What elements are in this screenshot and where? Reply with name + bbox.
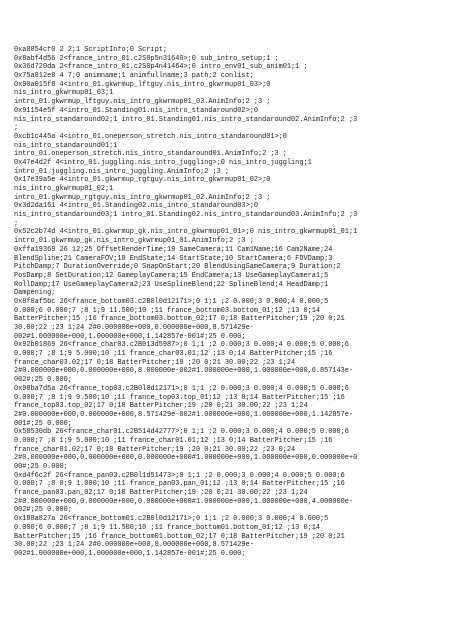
script-dump-text (14, 46, 464, 626)
text-line: PitchDamp;7 DurationOverride;0 SnapOnStart;20 BlendUsingSameCamera;9 Duration;2 (14, 263, 341, 272)
text-line: 002#1.000000e+000,1.000000e+000,1.142857e-001#;25 0.000; (14, 332, 246, 341)
text-line: 0x188a827a 26<france_bottom01.c2B0l0d12171>;0 1;1 ;2 0.000;3 0.000;4 0.000;5 (14, 515, 329, 524)
text-line: france_char01.02;17 0;18 BatterPitcher;19 ;20 0;21 30.00;22 ;23 0;24 (14, 445, 296, 454)
text-line: 0x75a812e8 4 7;0 animname;1 animfullname;3 path;2 conlist; (14, 72, 254, 81)
text-line: 00#;25 0.000; (14, 463, 68, 471)
text-line: 0.000;6 0.000;7 ;8 1;9 11.500;10 ;11 france_bottom03.bottom_01;12 ;13 0;14 (14, 306, 320, 315)
text-line: 0x52c2b74d 4<intro_01.gkwrmup_gk.nis_intro_gkwrmup01_01>;0 nis_intro_gkwrmup01_01;1 (14, 228, 358, 237)
text-line: france_char03.02;17 0;18 BatterPitcher;19 ;20 0;21 30.00;22 ;23 1;24 (14, 358, 296, 367)
text-line: 0x91154e5f 4<intro_01.Standing01.nis_intro_standaround02>;0 (14, 106, 258, 115)
text-line: BlendSpline;21 CameraFOV;18 EndState;14 StartState;10 StartCamera;6 FOVDamp;3 (14, 254, 333, 263)
text-line: 0xffa19369 26 12;25 OffsetRenderTime;19 SameCamera;11 Cam1Name;16 Cam2Name;24 (14, 245, 333, 254)
text-line: 0x17e39a5e 4<intro_01.gkwrmup_rgtguy.nis_intro_gkwrmup01_02>;0 (14, 176, 271, 185)
text-line: 001#;25 0.000; (14, 419, 72, 428)
text-line: 0.000;6 0.000;7 ;8 1;9 11.500;10 ;11 france_bottom01.bottom_01;12 ;13 0;14 (14, 523, 320, 532)
text-line: 2#0.000000e+000,0.000000e+000,0.000000e+000#1.000000e+000,1.000000e+000,4.000000e- (14, 497, 354, 506)
text-line: 0x98ba7d5a 26<france_top03.c2B0l0d12171>;0 1;1 ;2 0.000;3 0.000;4 0.000;5 0.000;6 (14, 384, 349, 393)
text-line: intro_01.gkwrmup_gk.nis_intro_gkwrmup01_01.AnimInfo;2 ;3 ; (14, 237, 254, 246)
text-line: nis_intro_gkwrmup01_03;1 (14, 89, 114, 98)
text-line: 30.00;22 ;23 1;24 2#0.000000e+000,0.000000e+000,8.571429e- (14, 541, 254, 550)
text-line: intro_01.gkwrmup_rgtguy.nis_intro_gkwrmup01_02.AnimInfo;2 ;3 ; (14, 193, 271, 202)
text-line: 002#;25 0.000; (14, 376, 72, 385)
text-line: ; (14, 124, 19, 133)
text-line: 30.00;22 ;23 1;24 2#0.000000e+000,0.000000e+000,8.571429e- (14, 324, 254, 332)
text-line: intro_01.oneperson_stretch.nis_intro_standaround01.AnimInfo;2 ;3 ; (14, 150, 287, 159)
text-line: 0xa8854cf0 2 2;1 ScriptInfo;0 Script; (14, 46, 167, 54)
text-line: BatterPitcher;15 ;16 france_bottom01.bottom_02;17 0;18 BatterPitcher;19 ;20 0;21 (14, 532, 345, 541)
text-line: ; (14, 219, 19, 228)
text-line: intro_01.gkwrmup_lftguy.nis_intro_gkwrmup01_03.AnimInfo;2 ;3 ; (14, 98, 271, 107)
text-line: nis_intro_standaround02;1 intro_01.Standing01.nis_intro_standaround02.AnimInfo;2 ;3 (14, 115, 358, 124)
text-line: 0x3d2da161 4<intro_01.Standing02.nis_intro_standaround03>;0 (14, 202, 258, 211)
text-line (14, 559, 464, 568)
text-line: france_pan03.pan_02;17 0;18 BatterPitcher;19 ;20 0;21 30.00;22 ;23 1;24 (14, 489, 308, 498)
text-line: 0x47e4d2f 4<intro_01.juggling.nis_intro_juggling>;0 nis_intro_juggling;1 (14, 158, 312, 167)
text-line: 0.000;7 ;8 1;9 5.000;10 ;11 france_char03.01;12 ;13 0;14 BatterPitcher;15 ;16 (14, 350, 333, 359)
text-line: BatterPitcher;15 ;16 france_bottom03.bottom_02;17 0;18 BatterPitcher;19 ;20 0;21 (14, 315, 345, 324)
text-line: 0.000;7 ;8 1;9 9.500;10 ;11 france_top03.top_01;12 ;13 0;14 BatterPitcher;15 ;16 (14, 393, 345, 402)
text-line: france_top03.top_02;17 0;18 BatterPitcher;19 ;20 0;21 30.00;22 ;23 1;24 (14, 402, 308, 411)
text-line: nis_intro_standaround01;1 (14, 141, 118, 150)
text-line: 002#1.000000e+000,1.000000e+000,1.142857e-001#;25 0.000; (14, 549, 246, 558)
text-line: 0x92b01869 26<france_char03.c2B013d5987>;0 1;1 ;2 0.000;3 0.000;4 0.000;5 0.000;6 (14, 341, 349, 350)
text-line: 0x8abf4d56 2<france_intro_01.c2S0p5n31640>;0 sub_intro_setup;1 ; (14, 54, 279, 63)
text-line: 0x58530db 26<france_char01.c2B514d42777>;0 1;1 ;2 0.000;3 0.000;4 0.000;5 0.000;6 (14, 428, 349, 437)
text-line: nis_intro_gkwrmup01_02;1 (14, 185, 114, 193)
text-line: 2#0.000000e+000,0.000000e+000,8.000000e-002#1.000000e+000,1.000000e+000,6.857143e- (14, 367, 354, 376)
text-line: PosDamp;8 SetDuration;12 GameplayCamera;15 EndCamera;13 UseGameplayCamera1;5 (14, 271, 329, 280)
text-line: RollDamp;17 UseGameplayCamera2;23 UseSplineBlend;22 SplineBlend;4 HeadDamp;1 (14, 280, 329, 289)
text-line: 2#0.000000e+000,0.000000e+000,0.000000e+000#1.000000e+000,1.000000e+000,0.000000e+0 (14, 454, 358, 463)
text-line: intro_01.juggling.nis_intro_juggling.AnimInfo;2 ;3 ; (14, 167, 230, 176)
text-line: 0.000;7 ;8 0;9 1.000;10 ;11 france_pan03.pan_01;12 ;13 0;14 BatterPitcher;15 ;16 (14, 480, 345, 489)
text-line: 0x90a015f8 4<intro_01.gkwrmup_lftguy.nis_intro_gkwrmup01_03>;0 (14, 80, 271, 89)
text-line: Dampening; (14, 289, 56, 298)
text-line: 0xd4f6c2f 26<france_pan03.c2B0l1d51473>;0 1;1 ;2 0.000;3 0.000;4 0.000;5 0.000;6 (14, 471, 345, 480)
text-line: 0x8f0af5bc 26<france_bottom03.c2B0l0d12171>;0 1;1 ;2 0.000;3 0.000;4 0.000;5 (14, 297, 329, 306)
text-line: 002#;25 0.000; (14, 506, 72, 515)
text-line: nis_intro_standaround03;1 intro_01.Standing02.nis_intro_standaround03.AnimInfo;2 ;3 (14, 211, 358, 220)
text-line: 2#0.000000e+000,0.000000e+000,8.571429e-002#1.000000e+000,1.000000e+000,1.142857e- (14, 410, 354, 419)
text-line: 0.000;7 ;8 1;9 5.000;10 ;11 france_char01.01;12 ;13 0;14 BatterPitcher;15 ;16 (14, 436, 333, 445)
text-line: 0x36d720da 2<france_intro_01.c2S0p4n41464>;0 intro_env01_sub_anim01;1 ; (14, 63, 308, 72)
text-line: 0xcb1c445a 4<intro_01.oneperson_stretch.nis_intro_standaround01>;0 (14, 132, 287, 141)
